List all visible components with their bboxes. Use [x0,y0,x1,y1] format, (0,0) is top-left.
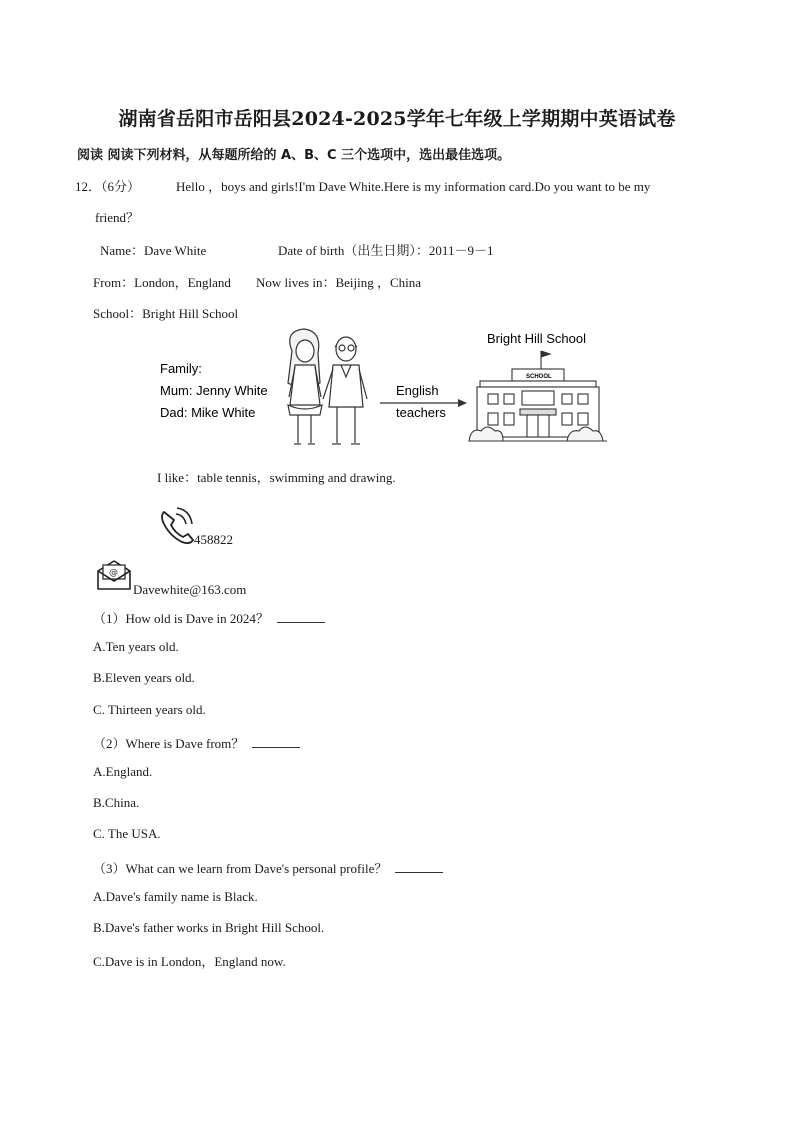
subquestion-prompt: （3）What can we learn from Dave's personal profile？ [93,861,388,876]
card-name: Name：Dave White [100,243,207,258]
subquestion-2 [93,733,300,752]
option-c: C.Dave is in London，England now. [93,954,286,969]
question-number: 12．（6分） [75,179,141,194]
arrow-head-icon [458,399,467,407]
option-b: B.Dave's father works in Bright Hill School. [93,920,325,935]
question-12-header [75,176,650,195]
card-school: School：Bright Hill School [93,306,239,321]
dad-figure-icon [323,337,367,444]
option-a: A.Dave's family name is Black. [93,889,258,904]
subquestion-1 [93,608,325,627]
option-c: C. Thirteen years old. [93,702,206,717]
mum-figure-icon [288,329,322,444]
phone-icon [158,506,194,544]
family-mum: Mum: Jenny White [160,383,268,398]
option-b: B.Eleven years old. [93,670,195,685]
card-likes: I like：table tennis，swimming and drawing. [157,470,396,485]
subquestion-prompt: （2）Where is Dave from？ [93,736,245,751]
school-caption: Bright Hill School [487,331,586,346]
answer-blank[interactable] [277,610,325,623]
answer-blank[interactable] [395,860,443,873]
family-label: Family: [160,361,202,376]
option-a: A.England. [93,764,153,779]
card-email: Davewhite@163.com [133,582,247,597]
option-a: A.Ten years old. [93,639,179,654]
card-dob: Date of birth（出生日期）：2011－9－1 [278,243,494,258]
option-b: B.China. [93,795,140,810]
section-heading: 阅读 阅读下列材料，从每题所给的 A、B、C 三个选项中，选出最佳选项。 [77,148,511,163]
exam-title: 湖南省岳阳市岳阳县2024-2025学年七年级上学期期中英语试卷 [118,108,676,130]
subquestion-3 [93,858,443,877]
arrow-label-teachers: teachers [396,405,446,420]
answer-blank[interactable] [252,735,300,748]
school-sign: SCHOOL [526,374,552,380]
card-lives: Now lives in：Beijing ，China [256,275,422,290]
arrow-label-english: English [396,383,439,398]
family-school-illustration [155,325,615,453]
question-intro-continued: friend？ [95,210,140,225]
subquestion-prompt: （1）How old is Dave in 2024？ [93,611,269,626]
card-from: From：London，England [93,275,231,290]
school-building-icon [469,351,607,441]
family-dad: Dad: Mike White [160,405,256,420]
svg-text:@: @ [109,568,118,578]
email-icon [96,559,132,591]
option-c: C. The USA. [93,826,161,841]
question-intro: Hello ，boys and girls!I'm Dave White.Here is my information card.Do you want to be my [176,179,651,194]
card-phone: 458822 [194,532,233,547]
